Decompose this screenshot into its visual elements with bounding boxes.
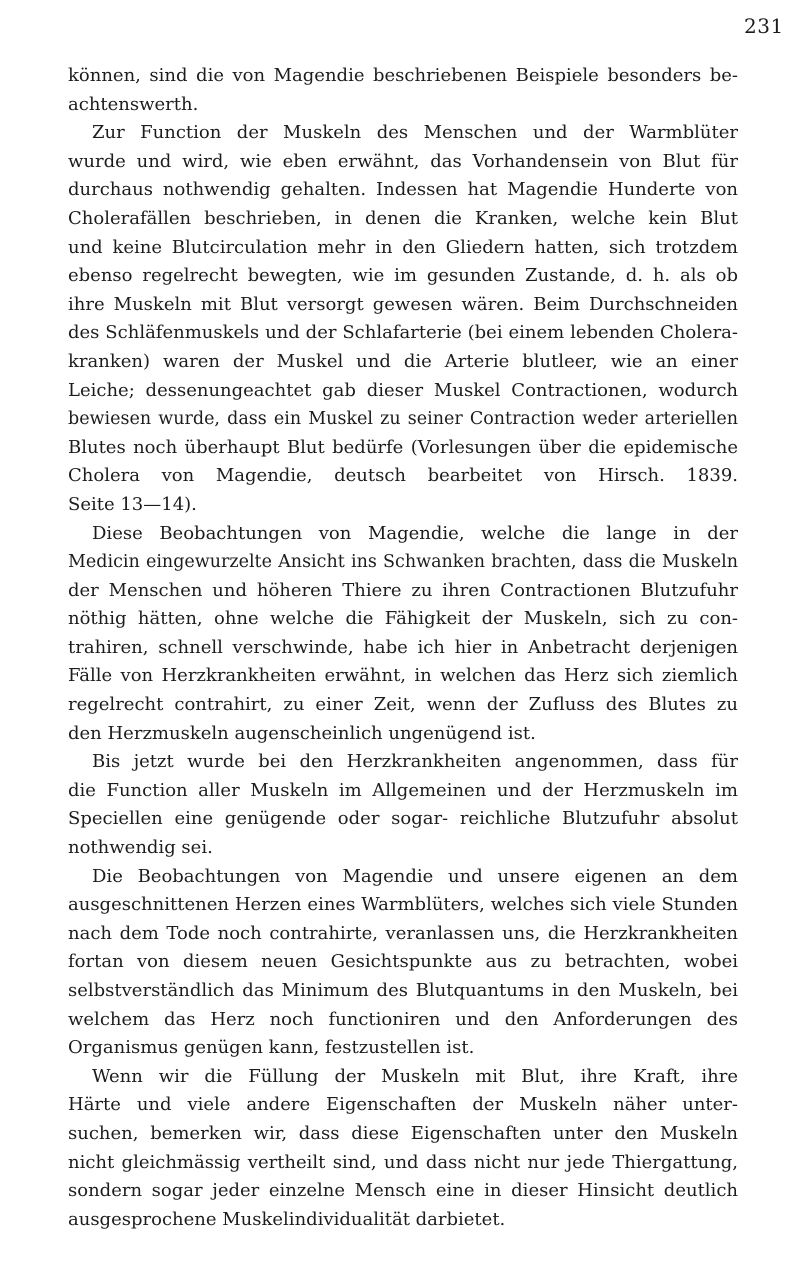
- body-text: [68, 62, 738, 1234]
- text-line: die Function aller Muskeln im Allgemeinen und der Herzmuskeln im: [68, 779, 738, 801]
- text-line: des Schläfenmuskels und der Schlafarterie (bei einem lebenden Cholera-: [68, 322, 738, 344]
- text-line: können, sind die von Magendie beschriebenen Beispiele besonders be-: [68, 65, 738, 86]
- text-line: Organismus genügen kann, festzustellen ist.: [68, 1037, 475, 1059]
- page-number: 231: [744, 14, 784, 38]
- text-line: Zur Function der Muskeln des Menschen und der Warmblüter: [92, 122, 738, 144]
- text-line: Wenn wir die Füllung der Muskeln mit Blut, ihre Kraft, ihre: [92, 1065, 738, 1087]
- text-line: welchem das Herz noch functioniren und den Anforderungen des: [68, 1008, 738, 1030]
- text-line: Cholerafällen beschrieben, in denen die Kranken, welche kein Blut: [68, 207, 738, 229]
- text-line: Bis jetzt wurde bei den Herzkrankheiten angenommen, dass für: [92, 751, 738, 773]
- text-line: Härte und viele andere Eigenschaften der Muskeln näher unter-: [68, 1094, 738, 1116]
- text-line: ausgeschnittenen Herzen eines Warmblüters, welches sich viele Stunden: [68, 894, 738, 916]
- text-line: Cholera von Magendie, deutsch bearbeitet von Hirsch. 1839.: [68, 465, 738, 487]
- text-line: Seite 13—14).: [68, 493, 197, 515]
- text-line: regelrecht contrahirt, zu einer Zeit, wenn der Zufluss des Blutes zu: [68, 694, 738, 716]
- text-line: Leiche; dessenungeachtet gab dieser Muskel Contractionen, wodurch: [68, 379, 738, 401]
- text-line: Medicin eingewurzelte Ansicht ins Schwanken brachten, dass die Muskeln: [68, 552, 738, 573]
- text-line: wurde und wird, wie eben erwähnt, das Vorhandensein von Blut für: [68, 150, 738, 172]
- text-line: Fälle von Herzkrankheiten erwähnt, in welchen das Herz sich ziemlich: [68, 665, 738, 687]
- text-line: ihre Muskeln mit Blut versorgt gewesen wären. Beim Durchschneiden: [68, 293, 738, 315]
- text-line: nach dem Tode noch contrahirte, veranlassen uns, die Herzkrankheiten: [68, 922, 738, 944]
- text-line: nöthig hätten, ohne welche die Fähigkeit der Muskeln, sich zu con-: [68, 608, 738, 630]
- text-line: bewiesen wurde, dass ein Muskel zu seiner Contraction weder arteriellen: [68, 409, 738, 430]
- text-line: ausgesprochene Muskelindividualität darbietet.: [68, 1208, 506, 1230]
- text-line: kranken) waren der Muskel und die Arterie blutleer, wie an einer: [68, 350, 738, 372]
- text-line: Die Beobachtungen von Magendie und unsere eigenen an dem: [92, 865, 738, 887]
- text-line: sondern sogar jeder einzelne Mensch eine in dieser Hinsicht deutlich: [68, 1180, 738, 1202]
- text-line: achtenswerth.: [68, 93, 199, 115]
- text-line: nothwendig sei.: [68, 837, 213, 859]
- text-line: selbstverständlich das Minimum des Blutquantums in den Muskeln, bei: [68, 980, 738, 1001]
- text-line: Blutes noch überhaupt Blut bedürfe (Vorlesungen über die epidemische: [68, 436, 738, 458]
- text-line: nicht gleichmässig vertheilt sind, und dass nicht nur jede Thiergattung,: [68, 1151, 738, 1173]
- text-line: trahiren, schnell verschwinde, habe ich hier in Anbetracht derjenigen: [68, 636, 738, 658]
- text-line: den Herzmuskeln augenscheinlich ungenügend ist.: [68, 722, 536, 744]
- text-line: Diese Beobachtungen von Magendie, welche die lange in der: [92, 522, 738, 544]
- text-line: suchen, bemerken wir, dass diese Eigenschaften unter den Muskeln: [68, 1122, 738, 1144]
- text-line: der Menschen und höheren Thiere zu ihren Contractionen Blutzufuhr: [68, 579, 738, 601]
- text-line: und keine Blutcirculation mehr in den Gliedern hatten, sich trotzdem: [68, 236, 738, 258]
- text-line: fortan von diesem neuen Gesichtspunkte aus zu betrachten, wobei: [68, 951, 738, 973]
- text-line: ebenso regelrecht bewegten, wie im gesunden Zustande, d. h. als ob: [68, 265, 738, 287]
- text-line: durchaus nothwendig gehalten. Indessen hat Magendie Hunderte von: [68, 179, 738, 201]
- text-line: Speciellen eine genügende oder sogar- reichliche Blutzufuhr absolut: [68, 808, 738, 830]
